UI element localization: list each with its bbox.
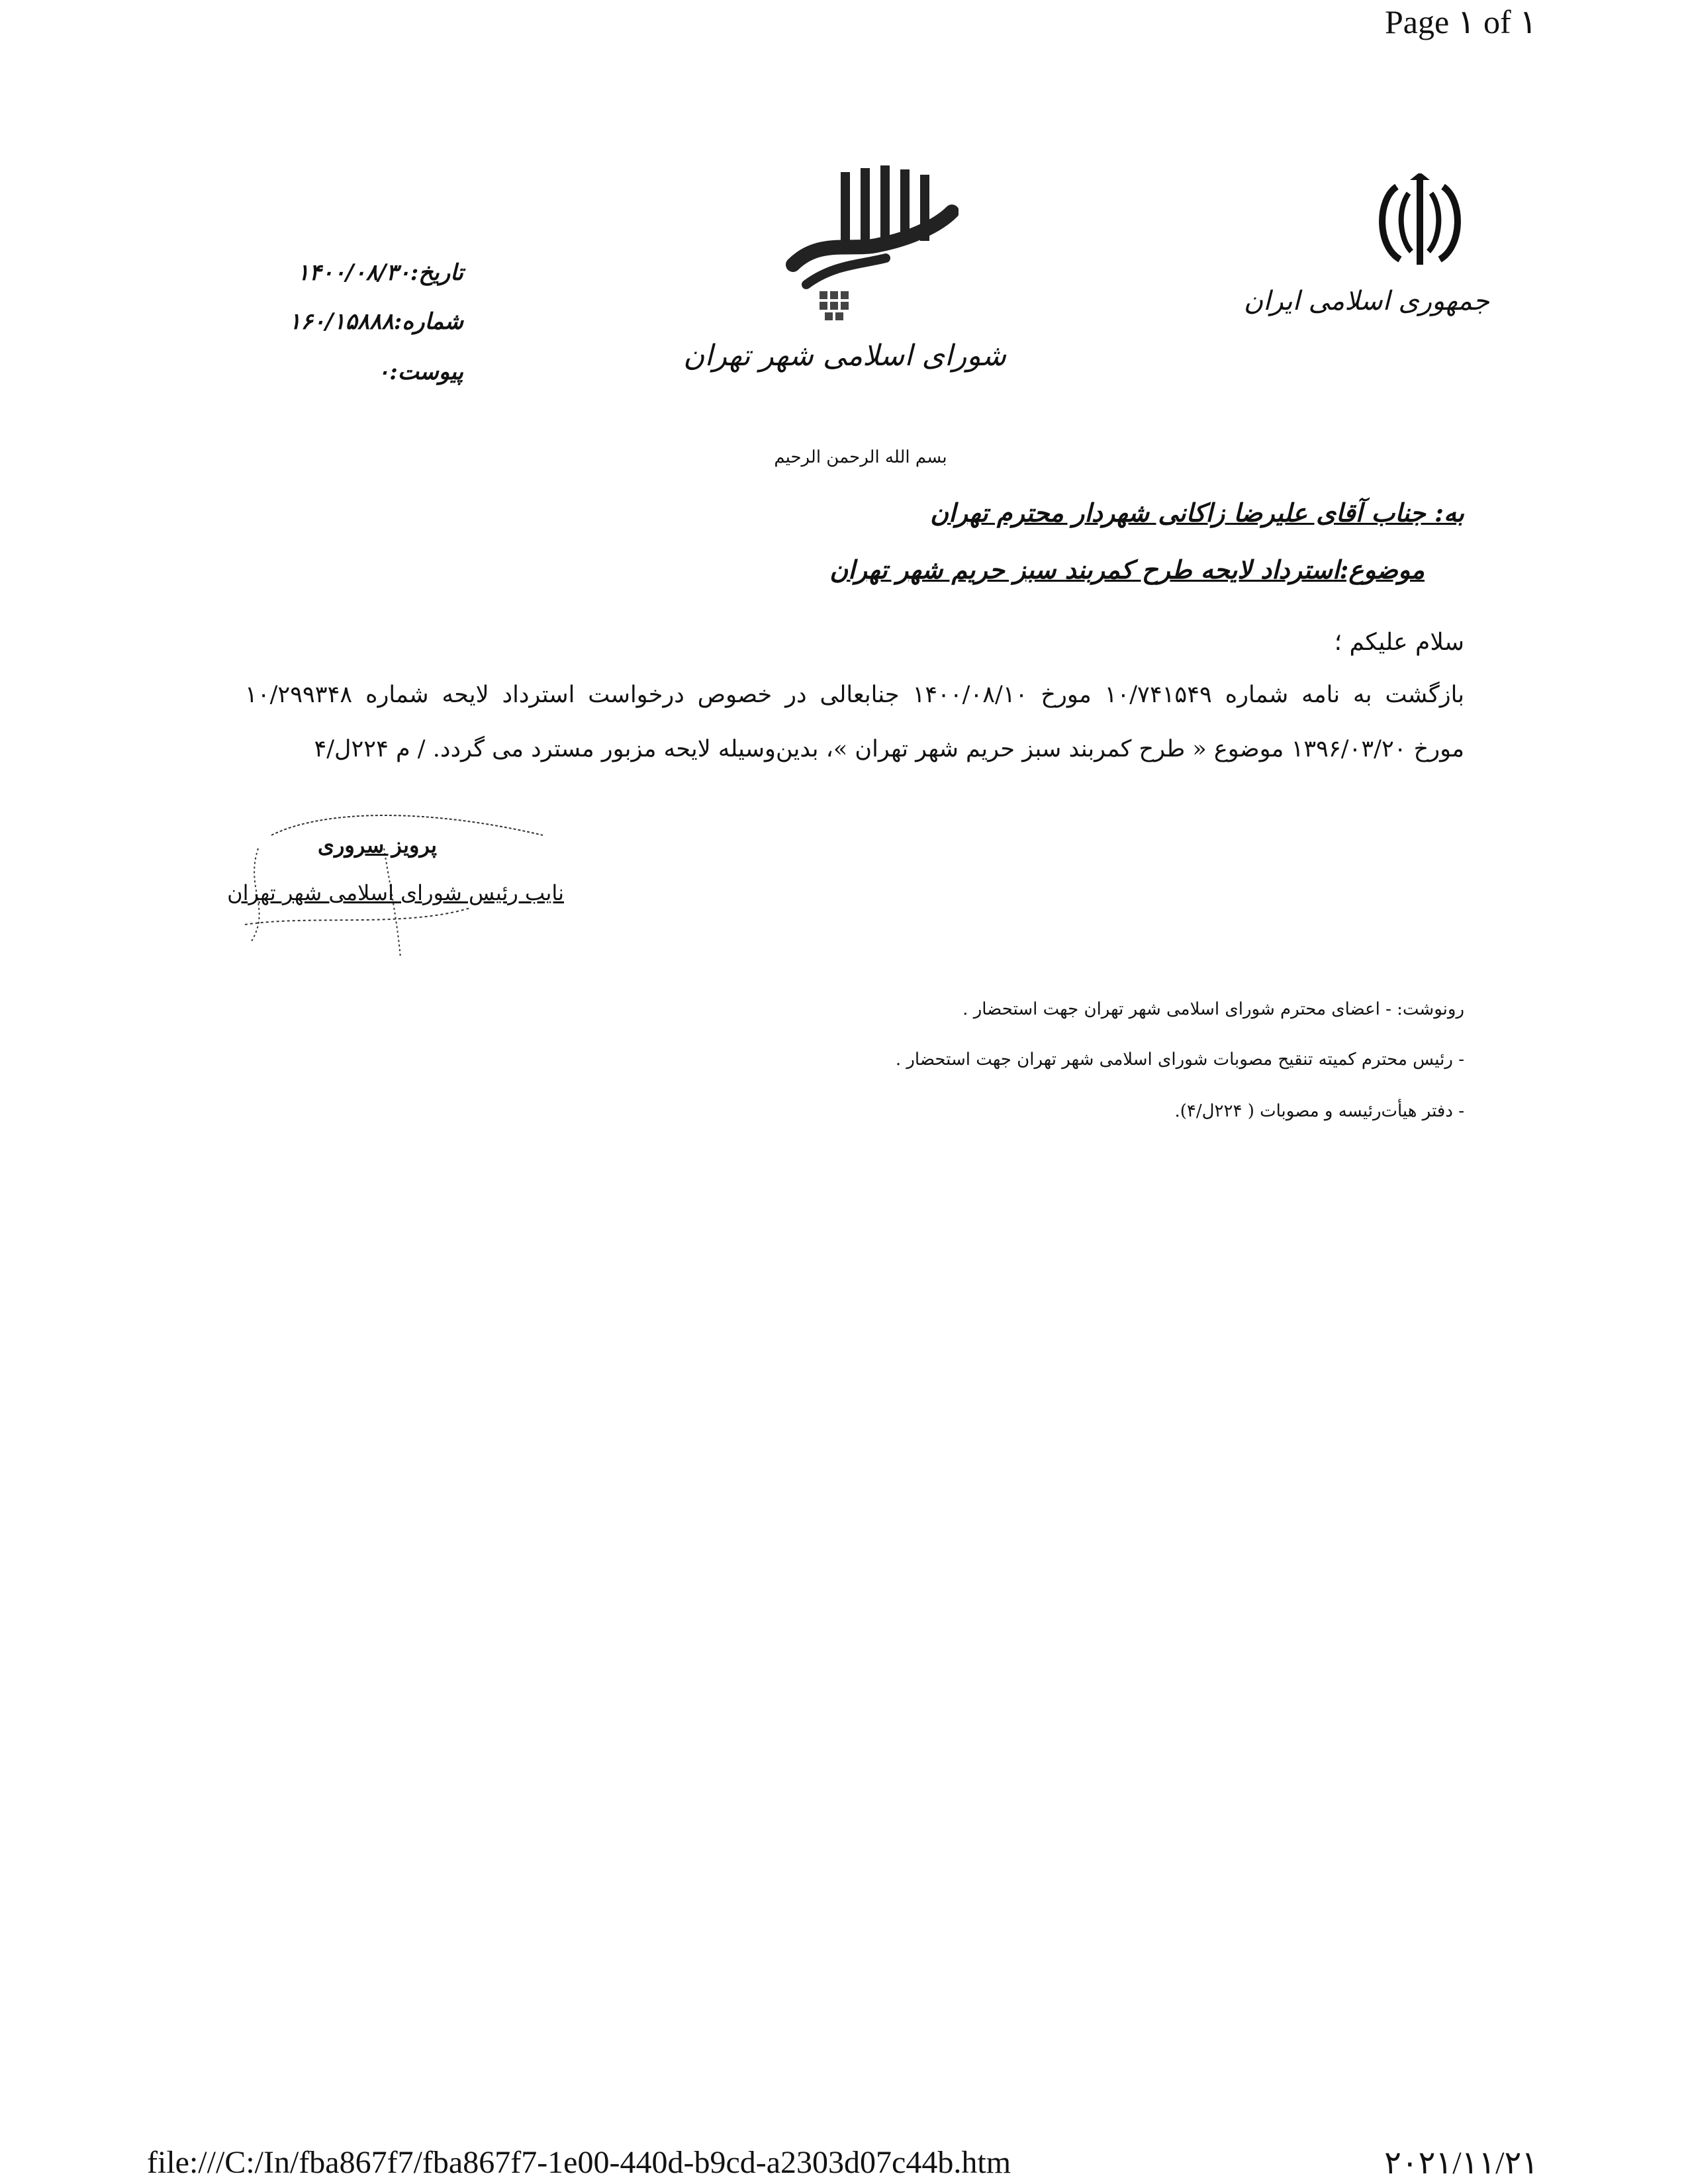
signatory-name: پرویز سروری bbox=[317, 833, 438, 858]
greeting: سلام علیکم ؛ bbox=[1334, 629, 1464, 656]
letter-number: شماره:۱۶۰/۱۵۸۸۸ bbox=[289, 308, 463, 335]
body-paragraph-line-1: بازگشت به نامه شماره ۱۰/۷۴۱۵۴۹ مورخ ۱۴۰۰/۰۸/۱۰ جنابعالی در خصوص درخواست استرداد لایحه شماره ۱۰/۲۹۹۳۴۸ bbox=[245, 682, 1465, 708]
page-indicator: Page ۱ of ۱ bbox=[1384, 3, 1537, 40]
tehran-council-logo-icon bbox=[780, 165, 959, 338]
addressee-line: به: جناب آقای علیرضا زاکانی شهردار محترم تهران bbox=[930, 498, 1464, 527]
basmala: بسم الله الرحمن الرحیم bbox=[774, 447, 947, 467]
letter-attachment: پیوست:۰ bbox=[377, 359, 463, 385]
body-paragraph-line-2: مورخ ۱۳۹۶/۰۳/۲۰ موضوع « طرح کمربند سبز حریم شهر تهران »، بدین‌وسیله لایحه مزبور مسترد می گردد. / م ۲۲۴ل/۴ bbox=[314, 736, 1464, 762]
footer-date: ۲۰۲۱/۱۱/۲۱ bbox=[1384, 2146, 1538, 2181]
cc-line-3: - دفتر هیأت‌رئیسه و مصوبات ( ۲۲۴ل/۴). bbox=[1174, 1101, 1464, 1121]
country-caption: جمهوری اسلامی ایران bbox=[1243, 286, 1489, 316]
letter-date: تاریخ:۱۴۰۰/۰۸/۳۰ bbox=[297, 259, 463, 286]
signatory-title: نایب رئیس شورای اسلامی شهر تهران bbox=[227, 880, 564, 905]
council-caption: شورای اسلامی شهر تهران bbox=[683, 339, 1006, 373]
cc-line-1: رونوشت: - اعضای محترم شورای اسلامی شهر تهران جهت استحضار . bbox=[962, 999, 1464, 1019]
subject-line: موضوع:استرداد لایحه طرح کمربند سبز حریم شهر تهران bbox=[829, 555, 1425, 584]
iran-emblem-icon bbox=[1370, 173, 1470, 273]
footer-file-path: file:///C:/In/fba867f7/fba867f7-1e00-440d-b9cd-a2303d07c44b.htm bbox=[147, 2145, 1011, 2180]
cc-line-2: - رئیس محترم کمیته تنقیح مصوبات شورای اسلامی شهر تهران جهت استحضار . bbox=[895, 1050, 1464, 1069]
